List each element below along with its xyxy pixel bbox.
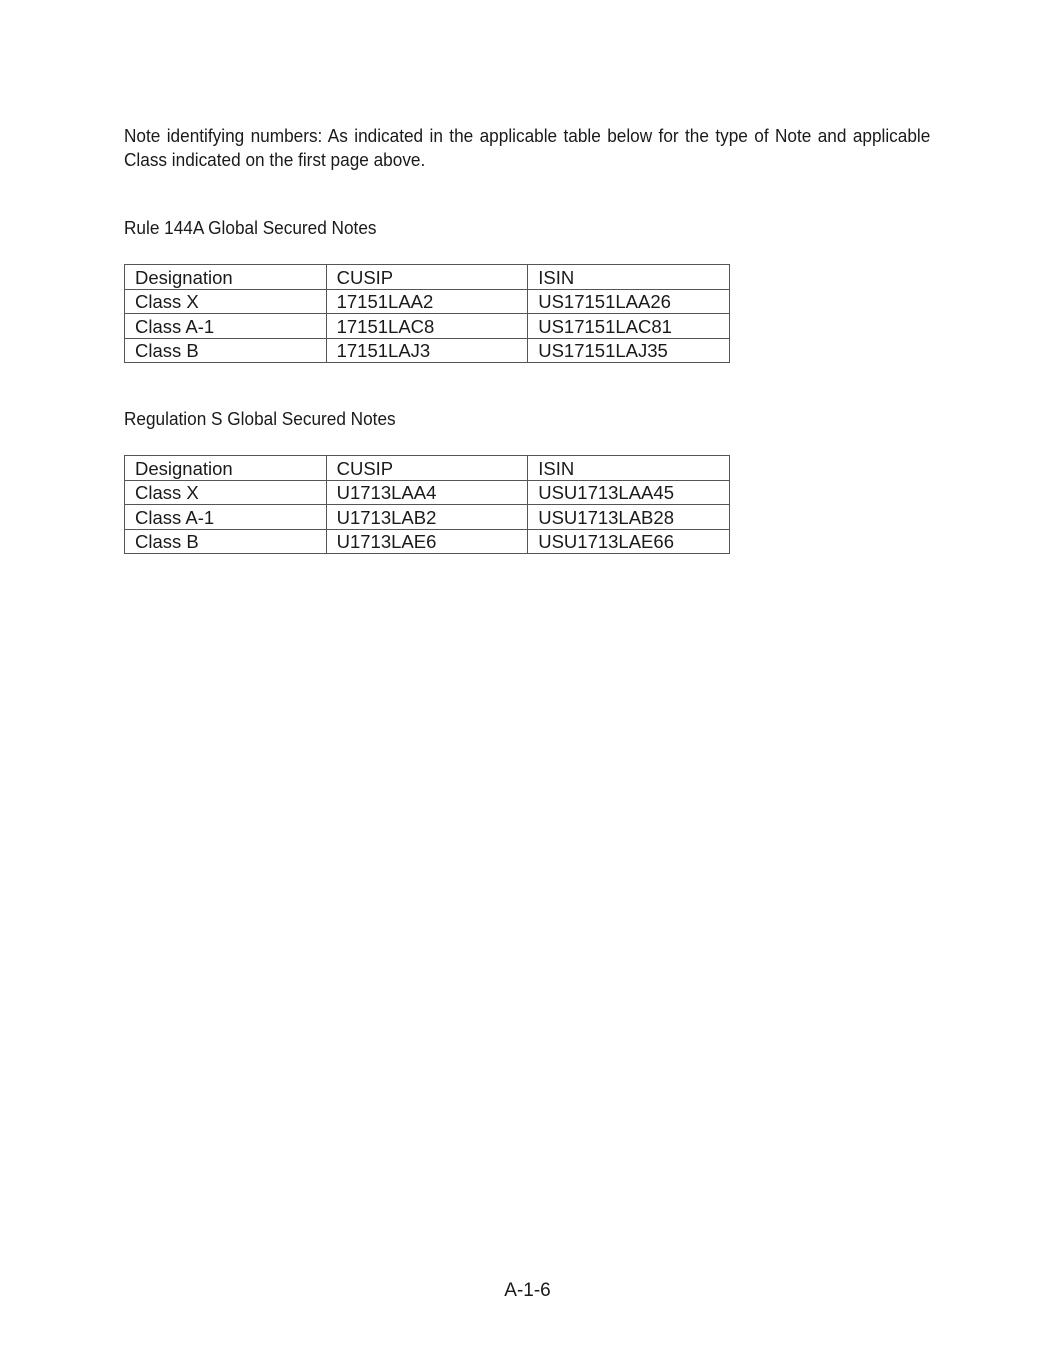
isin-cell: USU1713LAA45	[528, 480, 730, 505]
designation-cell: Class B	[125, 338, 327, 363]
designation-cell: Class A-1	[125, 505, 327, 530]
table-header-row	[125, 265, 730, 290]
table-row	[125, 289, 730, 314]
rule-144a-table	[124, 264, 730, 363]
table-header-row	[125, 456, 730, 481]
isin-cell: USU1713LAB28	[528, 505, 730, 530]
cusip-cell: U1713LAB2	[326, 505, 528, 530]
isin-cell: US17151LAA26	[528, 289, 730, 314]
table-row	[125, 529, 730, 554]
isin-cell: US17151LAC81	[528, 314, 730, 339]
table-row	[125, 314, 730, 339]
cusip-cell: U1713LAE6	[326, 529, 528, 554]
table-row	[125, 338, 730, 363]
isin-cell: USU1713LAE66	[528, 529, 730, 554]
cusip-cell: U1713LAA4	[326, 480, 528, 505]
header-cell: ISIN	[528, 265, 730, 290]
header-cell: Designation	[125, 456, 327, 481]
header-cell: CUSIP	[326, 265, 528, 290]
designation-cell: Class X	[125, 480, 327, 505]
header-cell: ISIN	[528, 456, 730, 481]
cusip-cell: 17151LAC8	[326, 314, 528, 339]
table-row	[125, 505, 730, 530]
table-row	[125, 480, 730, 505]
section-title-rule-144a: Rule 144A Global Secured Notes	[124, 217, 377, 238]
designation-cell: Class A-1	[125, 314, 327, 339]
regulation-s-table	[124, 455, 730, 554]
cusip-cell: 17151LAA2	[326, 289, 528, 314]
section-title-regulation-s: Regulation S Global Secured Notes	[124, 408, 396, 429]
intro-paragraph: Note identifying numbers: As indicated in the applicable table below for the type of Note and applicable Class indicated on the first page above.	[124, 125, 931, 170]
designation-cell: Class X	[125, 289, 327, 314]
header-cell: Designation	[125, 265, 327, 290]
designation-cell: Class B	[125, 529, 327, 554]
isin-cell: US17151LAJ35	[528, 338, 730, 363]
cusip-cell: 17151LAJ3	[326, 338, 528, 363]
header-cell: CUSIP	[326, 456, 528, 481]
page-number: A-1-6	[504, 1280, 551, 1301]
